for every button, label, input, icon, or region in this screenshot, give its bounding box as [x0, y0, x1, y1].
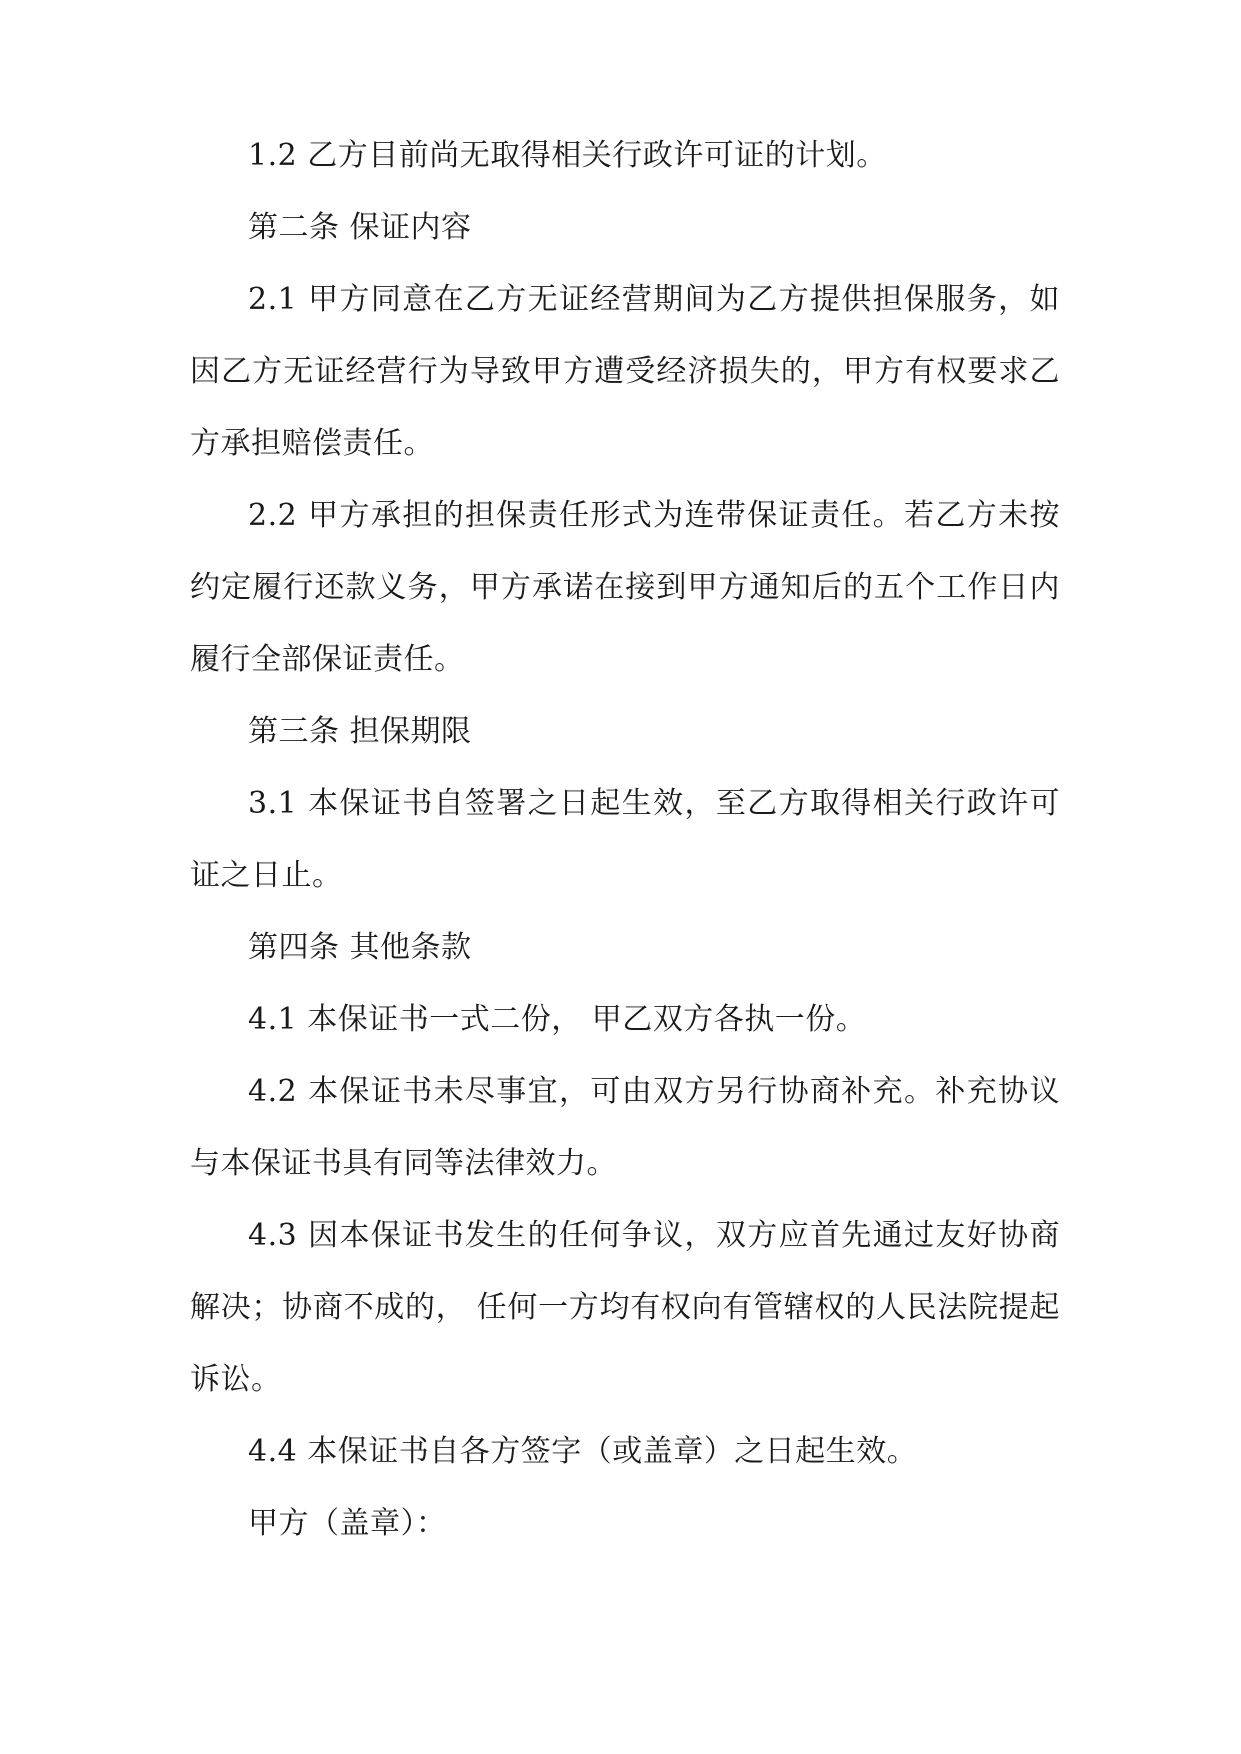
- clause-1-2: 1.2 乙方目前尚无取得相关行政许可证的计划。: [248, 138, 887, 173]
- article-4-heading: 第四条 其他条款: [248, 930, 472, 965]
- party-a-seal-line: 甲方（盖章）：: [248, 1506, 447, 1541]
- clause-4-2: 4.2 本保证书未尽事宜，可由双方另行协商补充。补充协议与本保证书具有同等法律效力。: [190, 1074, 1060, 1181]
- clause-2-1: 2.1 甲方同意在乙方无证经营期间为乙方提供担保服务，如因乙方无证经营行为导致甲方遭受经济损失的，甲方有权要求乙方承担赔偿责任。: [190, 282, 1060, 461]
- clause-4-1: 4.1 本保证书一式二份， 甲乙双方各执一份。: [248, 1002, 867, 1037]
- clause-4-3: 4.3 因本保证书发生的任何争议，双方应首先通过友好协商解决；协商不成的， 任何一方均有权向有管辖权的人民法院提起诉讼。: [190, 1218, 1060, 1397]
- article-2-heading: 第二条 保证内容: [248, 210, 472, 245]
- clause-4-4: 4.4 本保证书自各方签字（或盖章）之日起生效。: [248, 1434, 918, 1469]
- clause-2-2: 2.2 甲方承担的担保责任形式为连带保证责任。若乙方未按约定履行还款义务，甲方承诺在接到甲方通知后的五个工作日内履行全部保证责任。: [190, 498, 1060, 677]
- clause-3-1: 3.1 本保证书自签署之日起生效，至乙方取得相关行政许可证之日止。: [190, 786, 1060, 893]
- document-page: [190, 120, 1060, 1560]
- article-3-heading: 第三条 担保期限: [248, 714, 472, 749]
